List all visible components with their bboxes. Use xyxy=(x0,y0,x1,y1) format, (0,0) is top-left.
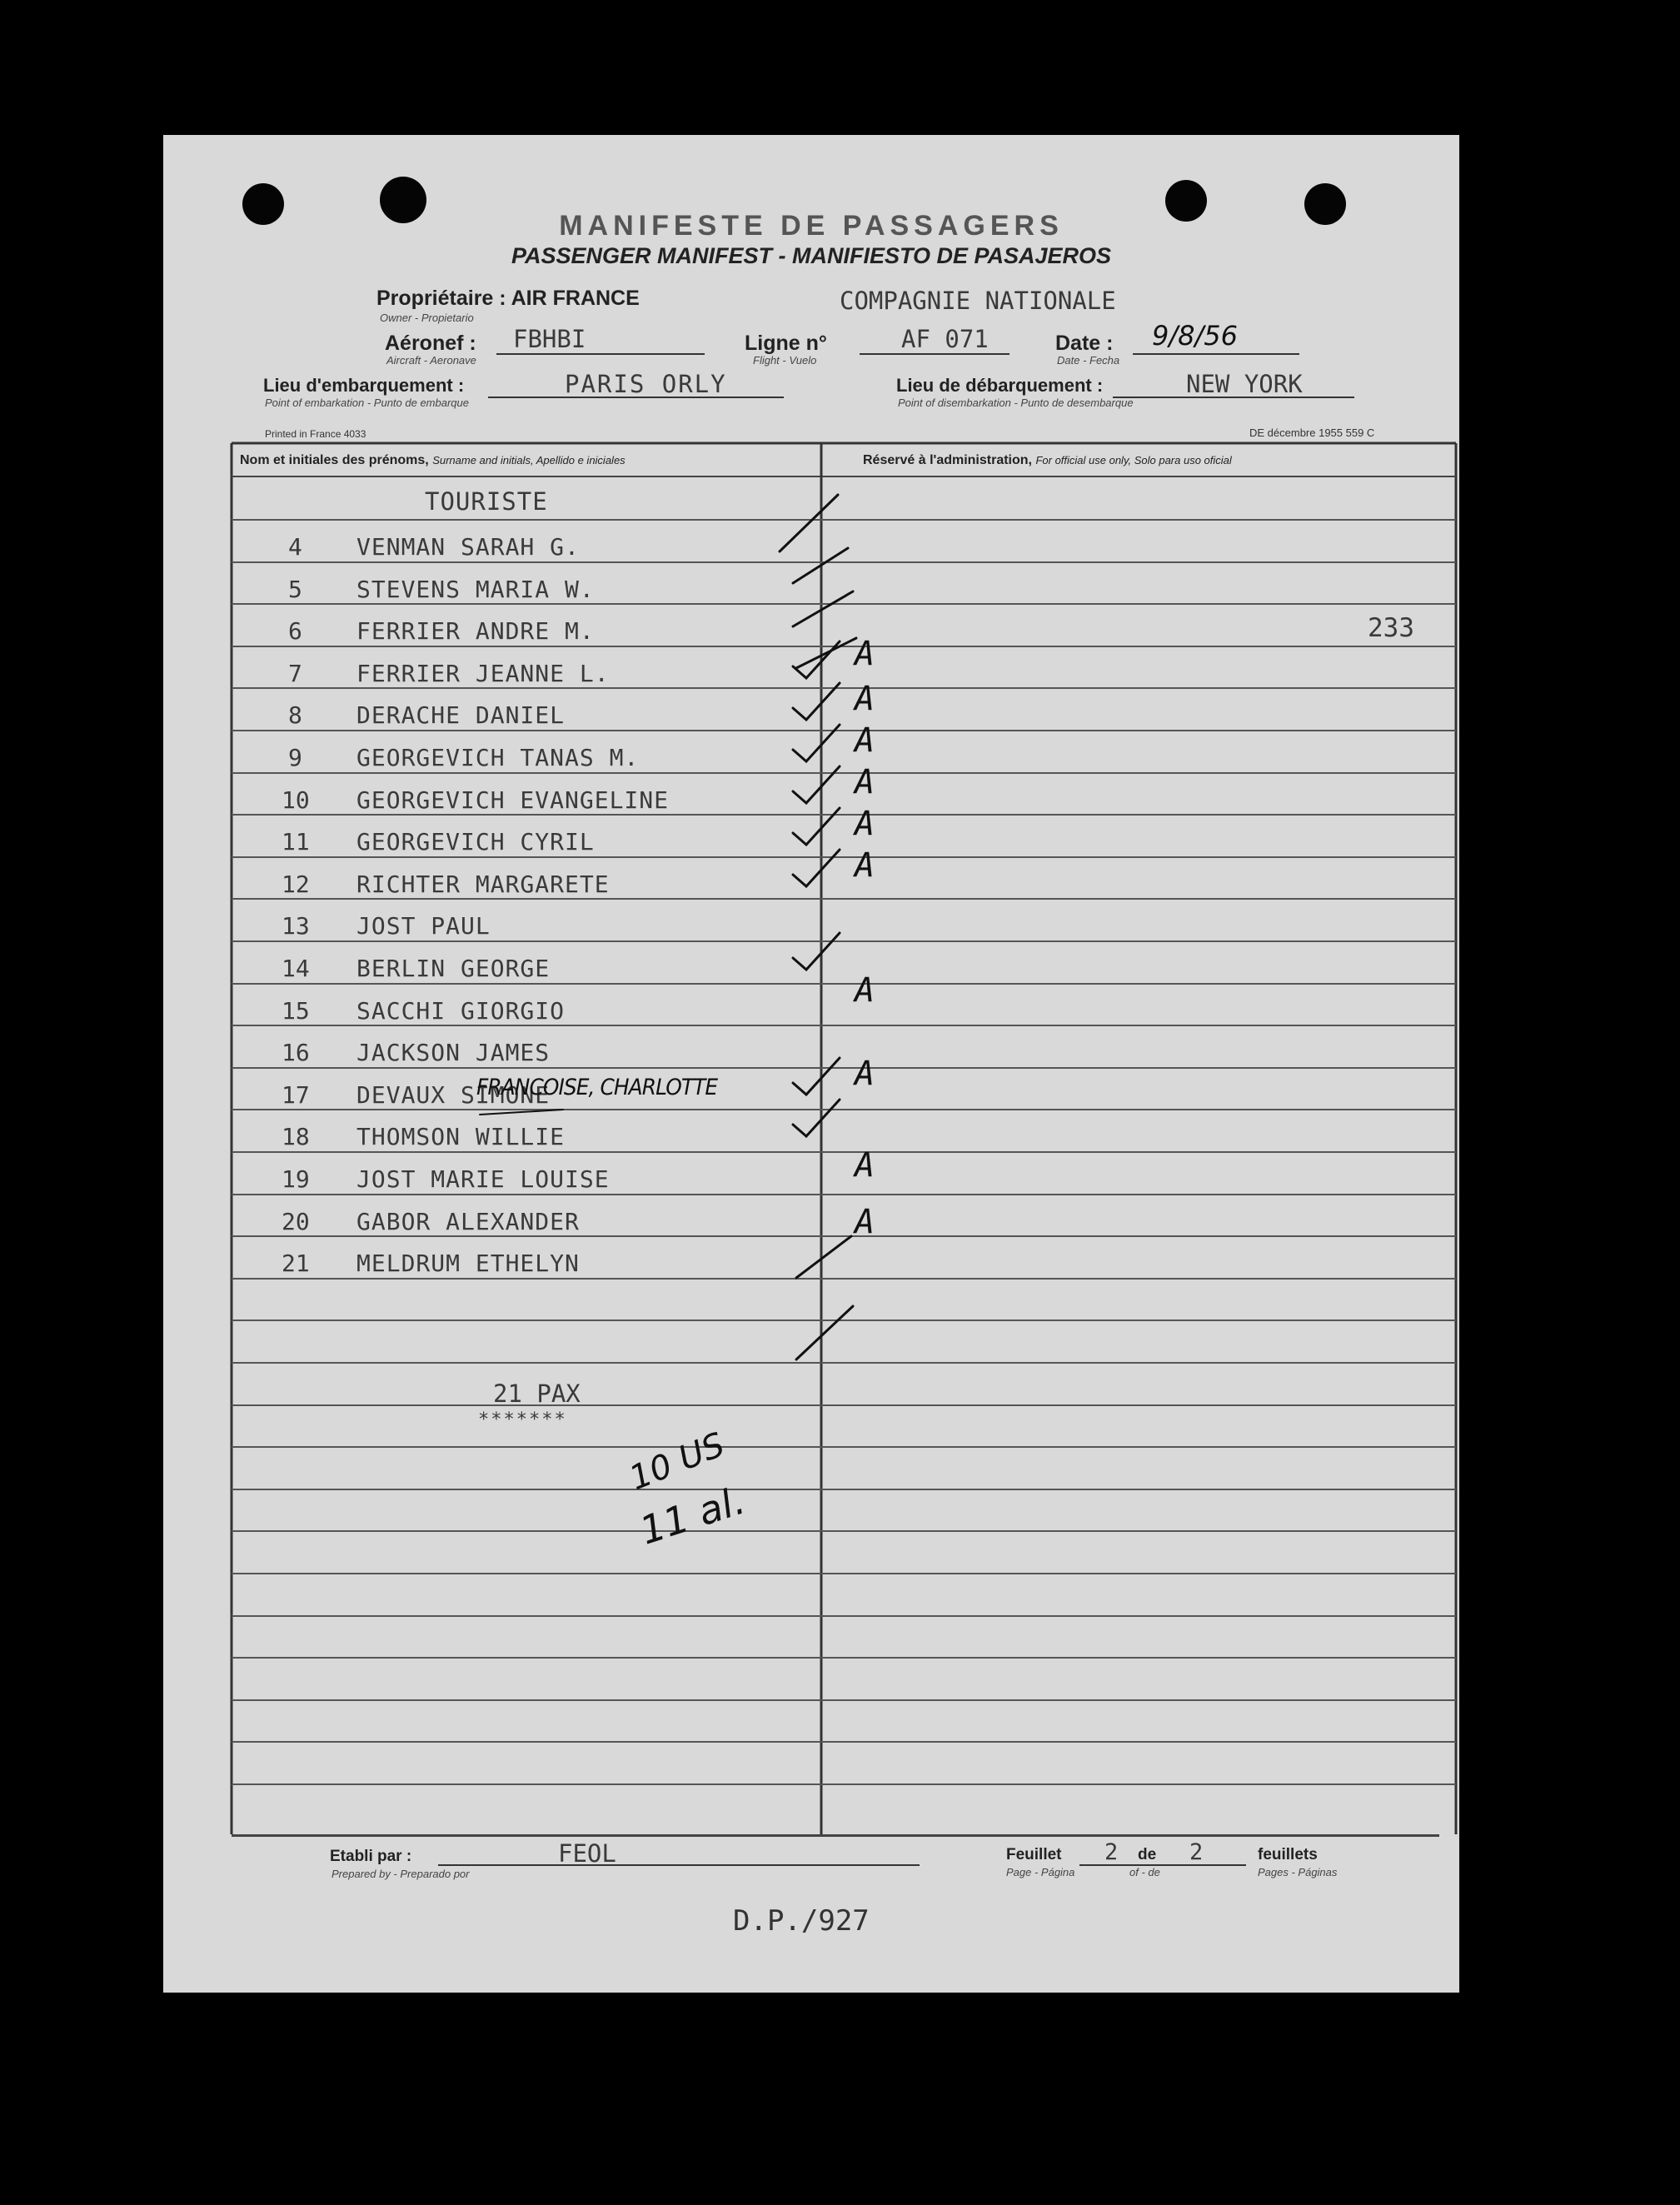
admin-mark-a: A xyxy=(855,805,875,843)
of-sublabel: of - de xyxy=(1129,1866,1160,1878)
handwritten-marks xyxy=(163,135,1459,1993)
check-mark xyxy=(793,591,853,626)
passenger-name: FERRIER ANDRE M. xyxy=(356,617,595,646)
check-mark xyxy=(796,638,856,668)
admin-mark-a: A xyxy=(855,846,875,885)
date-label: Date : xyxy=(1055,332,1114,355)
admin-mark-a: A xyxy=(855,1203,875,1241)
aircraft-sublabel: Aircraft - Aeronave xyxy=(386,354,476,367)
check-mark xyxy=(793,683,840,720)
strike-through xyxy=(480,1110,563,1115)
title-french: MANIFESTE DE PASSAGERS xyxy=(559,210,1064,242)
check-mark xyxy=(793,808,840,845)
owner-value: COMPAGNIE NATIONALE xyxy=(840,287,1116,315)
disembarkation-label: Lieu de débarquement : xyxy=(896,375,1104,396)
passenger-number: 11 xyxy=(282,828,310,856)
admin-mark-a: A xyxy=(855,635,875,673)
check-mark xyxy=(796,1306,853,1359)
passenger-name: GEORGEVICH TANAS M. xyxy=(356,744,640,771)
passenger-number: 10 xyxy=(282,786,310,814)
passenger-number: 12 xyxy=(282,870,310,898)
check-mark xyxy=(793,725,840,761)
passenger-name: SACCHI GIORGIO xyxy=(356,996,566,1025)
passenger-name: GEORGEVICH EVANGELINE xyxy=(356,786,670,814)
passenger-name: BERLIN GEORGE xyxy=(356,955,551,982)
embarkation-value: PARIS ORLY xyxy=(565,370,727,398)
admin-mark-a: A xyxy=(855,971,875,1010)
passenger-number: 6 xyxy=(288,617,302,646)
admin-mark-a: A xyxy=(855,763,875,801)
prepared-by-sublabel: Prepared by - Preparado por xyxy=(332,1868,470,1880)
sheet-sublabel: Page - Página xyxy=(1006,1866,1075,1878)
printer-mark: Printed in France 4033 xyxy=(265,428,366,440)
passenger-name: THOMSON WILLIE xyxy=(356,1123,566,1151)
passenger-number: 14 xyxy=(282,955,310,982)
admin-column-header: Réservé à l'administration, For official use only, Solo para uso oficial xyxy=(863,453,1232,467)
passenger-number: 20 xyxy=(282,1207,310,1235)
check-mark xyxy=(793,1058,840,1095)
owner-sublabel: Owner - Propietario xyxy=(380,312,474,324)
check-mark xyxy=(793,850,840,886)
passenger-number: 19 xyxy=(282,1165,310,1193)
sheet-label: Feuillet xyxy=(1006,1846,1062,1863)
aircraft-label: Aéronef : xyxy=(385,332,476,355)
passenger-name: JOST PAUL xyxy=(356,912,491,940)
prepared-by-value: FEOL xyxy=(558,1839,616,1868)
passenger-number: 21 xyxy=(282,1250,310,1278)
flight-value: AF 071 xyxy=(901,325,989,353)
devaux-name-correction: FRANCOISE, CHARLOTTE xyxy=(476,1075,718,1100)
owner-label: Propriétaire : AIR FRANCE xyxy=(376,287,640,310)
aircraft-value: FBHBI xyxy=(513,325,586,353)
passenger-number: 17 xyxy=(282,1080,310,1109)
passenger-name: DEVAUX SIMONE xyxy=(356,1080,551,1109)
of-label: de xyxy=(1138,1846,1157,1863)
passenger-total: 21 PAX xyxy=(493,1379,581,1408)
passenger-name: MELDRUM ETHELYN xyxy=(356,1250,580,1278)
passenger-name: GABOR ALEXANDER xyxy=(356,1207,580,1235)
check-mark xyxy=(793,641,840,678)
title-multilingual: PASSENGER MANIFEST - MANIFIESTO DE PASAJEROS xyxy=(511,243,1112,268)
check-mark xyxy=(793,766,840,803)
check-mark xyxy=(796,1236,851,1278)
passenger-number: 9 xyxy=(288,744,302,771)
admin-mark-a: A xyxy=(855,1055,875,1093)
manifest-paper xyxy=(163,135,1459,1993)
passenger-number: 18 xyxy=(282,1123,310,1151)
admin-mark-a: A xyxy=(855,721,875,760)
passenger-number: 5 xyxy=(288,575,302,603)
total-stars: ******* xyxy=(478,1409,567,1430)
sheets-label: feuillets xyxy=(1258,1846,1318,1863)
sheet-total: 2 xyxy=(1189,1839,1204,1865)
admin-mark-a: A xyxy=(855,1146,875,1185)
date-sublabel: Date - Fecha xyxy=(1057,354,1120,367)
passenger-number: 15 xyxy=(282,996,310,1025)
passenger-name: JOST MARIE LOUISE xyxy=(356,1165,610,1193)
passenger-number: 8 xyxy=(288,701,302,730)
count-al-note: 11 al. xyxy=(634,1477,750,1554)
passenger-name: VENMAN SARAH G. xyxy=(356,533,580,561)
passenger-name: FERRIER JEANNE L. xyxy=(356,659,610,687)
check-mark xyxy=(793,933,840,970)
passenger-name: DERACHE DANIEL xyxy=(356,701,566,730)
disembarkation-sublabel: Point of disembarkation - Punto de desembarque xyxy=(898,397,1134,409)
archive-stamp: D.P./927 xyxy=(733,1904,870,1938)
passenger-number: 4 xyxy=(288,533,302,561)
check-mark xyxy=(793,548,848,583)
passenger-name: STEVENS MARIA W. xyxy=(356,575,595,603)
admin-mark-a: A xyxy=(855,680,875,718)
section-heading: TOURISTE xyxy=(425,487,548,516)
form-code: DE décembre 1955 559 C xyxy=(1249,427,1375,439)
passenger-number: 13 xyxy=(282,912,310,940)
check-mark xyxy=(793,1100,840,1136)
check-mark xyxy=(780,495,838,551)
passenger-name: RICHTER MARGARETE xyxy=(356,870,610,898)
prepared-by-label: Etabli par : xyxy=(330,1848,412,1865)
disembarkation-value: NEW YORK xyxy=(1186,370,1303,398)
flight-sublabel: Flight - Vuelo xyxy=(753,354,817,367)
passenger-number: 7 xyxy=(288,659,302,687)
count-us-note: 10 US xyxy=(624,1425,730,1499)
date-value: 9/8/56 xyxy=(1152,320,1238,352)
sheet-number: 2 xyxy=(1104,1839,1119,1865)
name-column-header: Nom et initiales des prénoms, Surname and initials, Apellido e iniciales xyxy=(240,453,626,467)
flight-label: Ligne n° xyxy=(745,332,827,355)
passenger-number: 16 xyxy=(282,1039,310,1067)
passenger-name: GEORGEVICH CYRIL xyxy=(356,828,595,856)
sheets-sublabel: Pages - Páginas xyxy=(1258,1866,1338,1878)
admin-number: 233 xyxy=(1368,613,1414,643)
embarkation-sublabel: Point of embarkation - Punto de embarque xyxy=(265,397,469,409)
passenger-name: JACKSON JAMES xyxy=(356,1039,551,1067)
embarkation-label: Lieu d'embarquement : xyxy=(263,375,465,396)
